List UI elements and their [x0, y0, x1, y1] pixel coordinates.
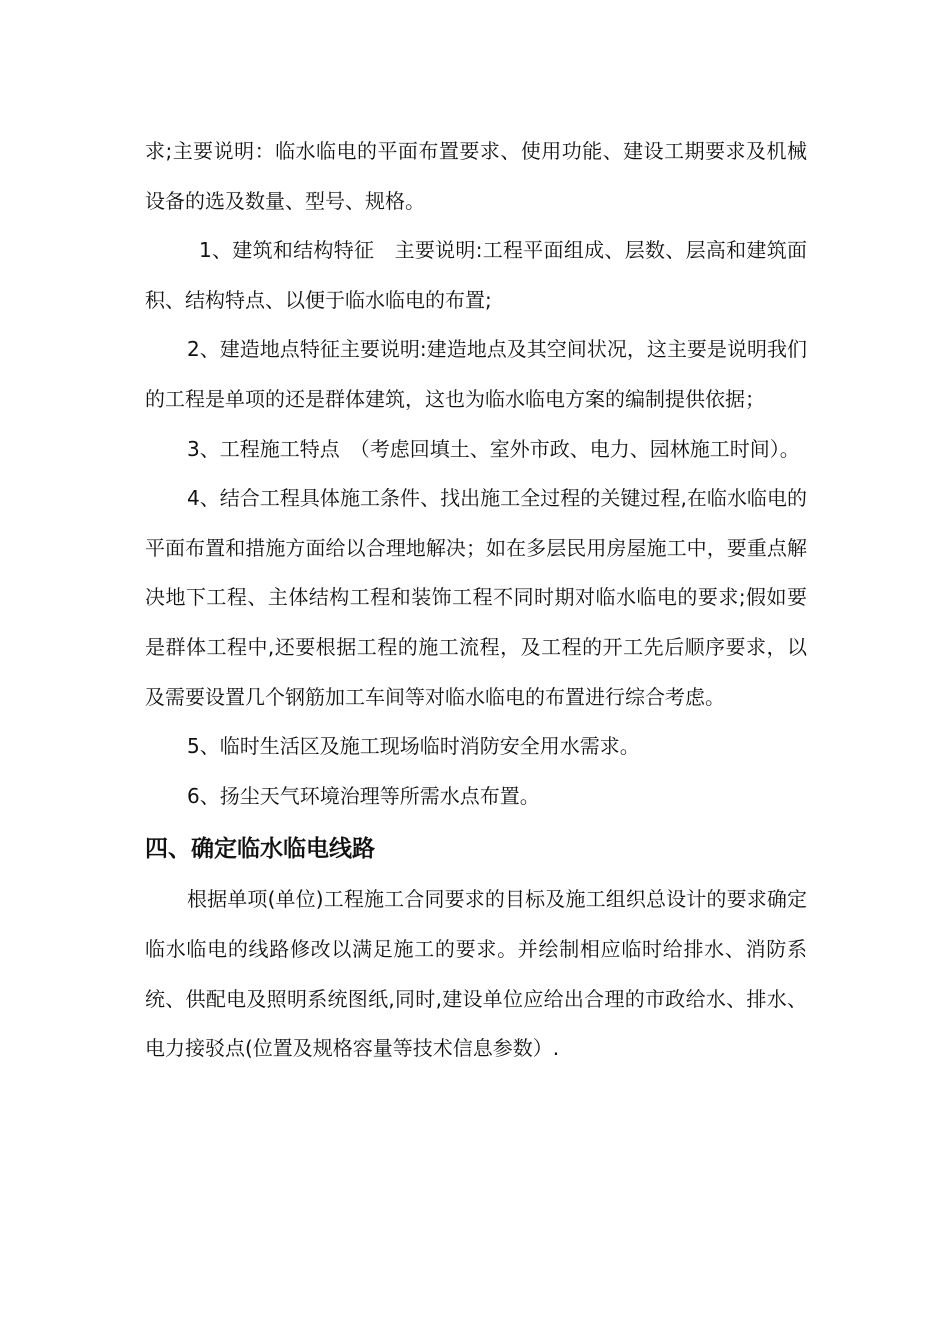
paragraph-item-1: 1、建筑和结构特征 主要说明:工程平面组成、层数、层高和建筑面积、结构特点、以便于临水临电的布置; [145, 238, 807, 312]
paragraph-item-6: 6、扬尘天气环境治理等所需水点布置。 [187, 783, 540, 808]
paragraph-item-3: 3、工程施工特点 （考虑回填土、室外市政、电力、园林施工时间）。 [187, 436, 800, 461]
paragraph-continuation: 求;主要说明：临水临电的平面布置要求、使用功能、建设工期要求及机械设备的选及数量、型号、规格。 [145, 139, 807, 213]
document-body [145, 127, 807, 1074]
section-paragraph: 根据单项(单位)工程施工合同要求的目标及施工组织总设计的要求确定临水临电的线路修改以满足施工的要求。并绘制相应临时给排水、消防系统、供配电及照明系统图纸,同时,建设单位应给出合理的市政给水、排水、电力接驳点(位置及规格容量等技术信息参数）. [145, 887, 807, 1061]
paragraph-item-5: 5、临时生活区及施工现场临时消防安全用水需求。 [187, 734, 640, 759]
paragraph-item-2: 2、建造地点特征主要说明:建造地点及其空间状况，这主要是说明我们的工程是单项的还是群体建筑，这也为临水临电方案的编制提供依据； [145, 337, 807, 411]
paragraph-item-4: 4、结合工程具体施工条件、找出施工全过程的关键过程,在临水临电的平面布置和措施方面给以合理地解决；如在多层民用房屋施工中，要重点解决地下工程、主体结构工程和装饰工程不同时期对临水临电的要求;假如要是群体工程中,还要根据工程的施工流程，及工程的开工先后顺序要求，以及需要设置几个钢筋加工车间等对临水临电的布置进行综合考虑。 [145, 486, 807, 709]
section-heading: 四、确定临水临电线路 [145, 836, 375, 863]
